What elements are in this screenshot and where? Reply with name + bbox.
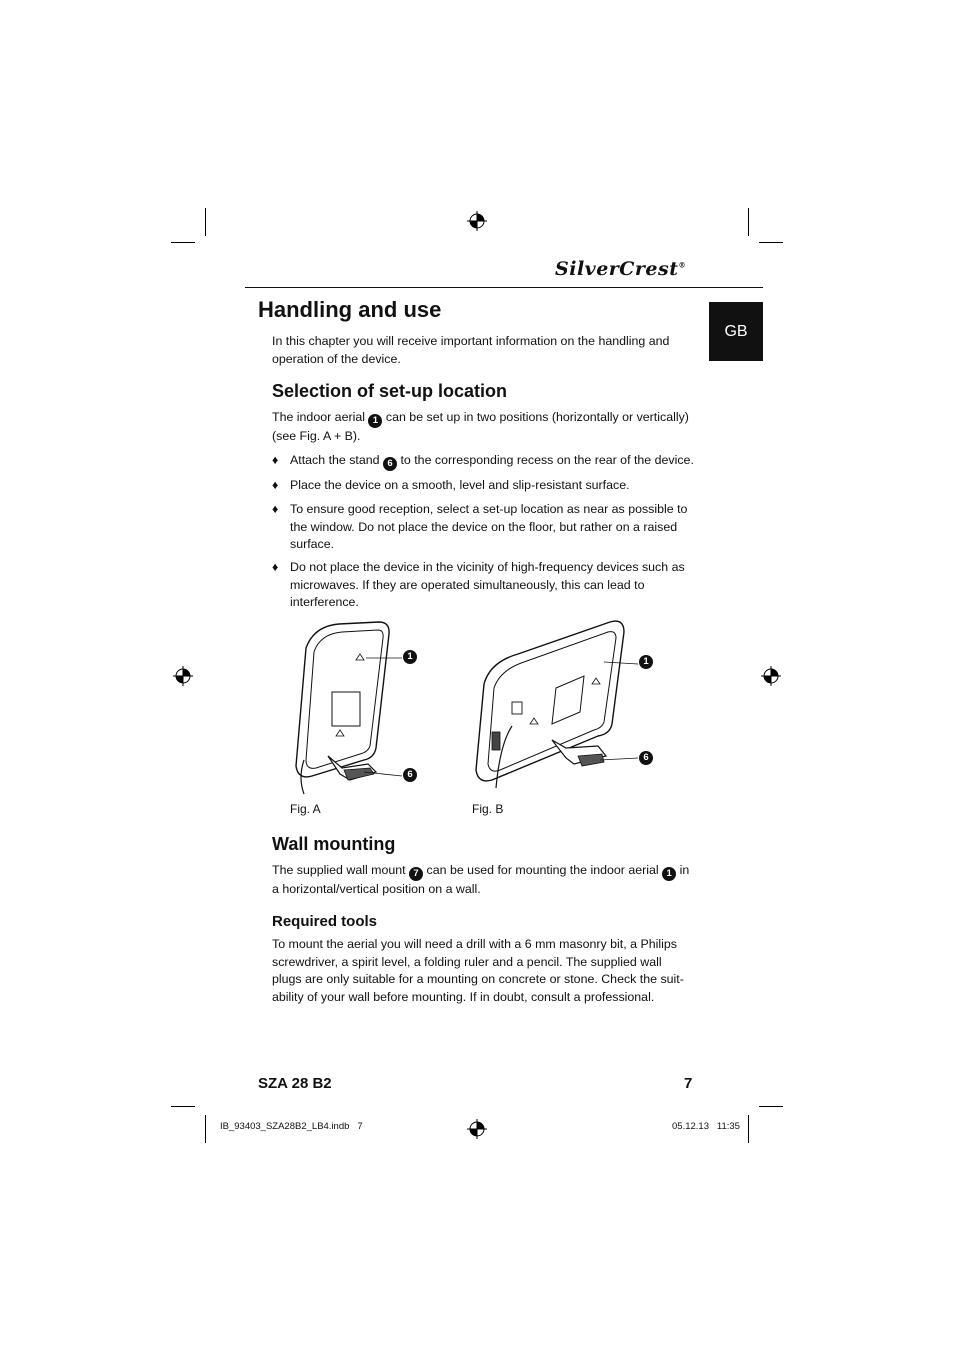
print-date: 05.12.13 11:35 bbox=[672, 1121, 740, 1132]
callout-aerial: 1 bbox=[403, 650, 417, 664]
brand-logo: SilverCrest® bbox=[555, 258, 686, 280]
crop-mark bbox=[171, 242, 195, 243]
intro-paragraph: In this chapter you will receive important information on the handling and operation of the device. bbox=[272, 334, 670, 366]
crop-mark bbox=[759, 242, 783, 243]
bullet-item: ♦ Attach the stand 6 to the corresponding recess on the rear of the device. bbox=[272, 453, 694, 469]
bullet-diamond-icon: ♦ bbox=[272, 502, 279, 516]
crop-mark bbox=[759, 1106, 783, 1107]
figure-b-caption: Fig. B bbox=[472, 802, 504, 816]
page-number: 7 bbox=[684, 1075, 693, 1092]
callout-number: 6 bbox=[383, 457, 397, 471]
section-heading-wall-mounting: Wall mounting bbox=[272, 834, 396, 854]
callout-number: 7 bbox=[409, 867, 423, 881]
figure-b-horizontal-aerial bbox=[470, 614, 650, 789]
registration-mark-icon bbox=[467, 1119, 487, 1139]
crop-mark bbox=[205, 208, 206, 236]
registration-mark-icon bbox=[467, 211, 487, 231]
crop-mark bbox=[205, 1115, 206, 1143]
callout-stand: 6 bbox=[639, 751, 653, 765]
bullet-item: ♦ Place the device on a smooth, level and slip-resistant surface. bbox=[272, 477, 700, 495]
crop-mark bbox=[171, 1106, 195, 1107]
bullet-diamond-icon: ♦ bbox=[272, 453, 279, 467]
bullet-item: ♦ To ensure good reception, select a set-up location as near as possible to the window. Do not place the device on the floor, but rather on a raised surface. bbox=[272, 502, 688, 551]
crop-mark bbox=[748, 208, 749, 236]
bullet-diamond-icon: ♦ bbox=[272, 478, 279, 492]
callout-number: 1 bbox=[368, 414, 382, 428]
print-file-name: IB_93403_SZA28B2_LB4.indb 7 bbox=[220, 1121, 363, 1132]
section-heading-setup-location: Selection of set-up location bbox=[272, 381, 508, 401]
callout-number: 1 bbox=[662, 867, 676, 881]
bullet-item: ♦ Do not place the device in the vicinity of high-frequency devices such as microwaves. If they are operated simultaneously, this can lead to interference. bbox=[272, 560, 685, 609]
callout-stand: 6 bbox=[403, 768, 417, 782]
header-rule bbox=[245, 287, 763, 288]
model-number: SZA 28 B2 bbox=[258, 1075, 332, 1092]
figure-a-caption: Fig. A bbox=[290, 802, 321, 816]
setup-paragraph: The indoor aerial 1 can be set up in two positions (horizontally or vertically) (see Fig. A + B). bbox=[272, 410, 689, 443]
language-tab: GB bbox=[709, 302, 763, 361]
callout-aerial: 1 bbox=[639, 655, 653, 669]
registration-mark-icon bbox=[761, 666, 781, 686]
wall-mounting-paragraph: The supplied wall mount 7 can be used for mounting the indoor aerial 1 in a horizontal/vertical position on a wall. bbox=[272, 863, 690, 896]
required-tools-paragraph: To mount the aerial you will need a drill with a 6 mm masonry bit, a Philips screwdriver, a spirit level, a folding ruler and a pencil. The supplied wall plugs are only suitable for a mounting on concrete or stone. Check the suit-ability of your wall before mounting. If in doubt, consult a professional. bbox=[272, 937, 684, 1004]
page-title: Handling and use bbox=[258, 297, 442, 322]
registration-mark-icon bbox=[173, 666, 193, 686]
bullet-diamond-icon: ♦ bbox=[272, 560, 279, 574]
section-heading-required-tools: Required tools bbox=[272, 913, 378, 930]
crop-mark bbox=[748, 1115, 749, 1143]
